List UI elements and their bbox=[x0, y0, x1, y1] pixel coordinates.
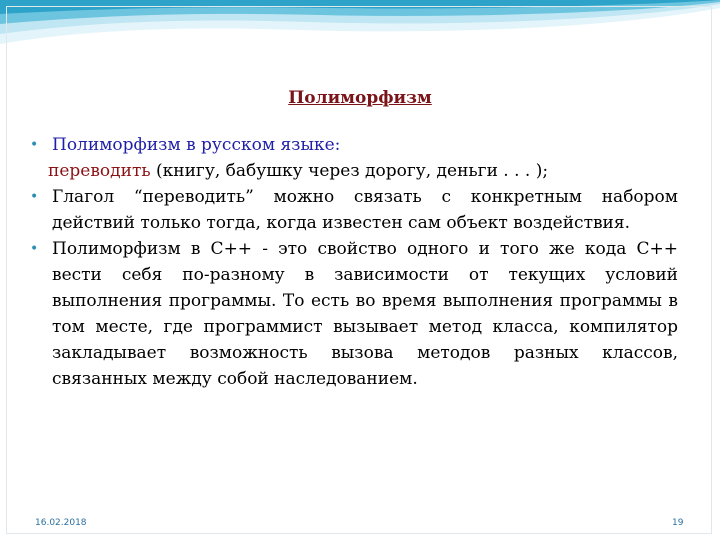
page-number: 19 bbox=[672, 518, 684, 528]
bullet-dot-icon: • bbox=[30, 137, 39, 153]
bullet-1-subline bbox=[30, 158, 678, 184]
bullet-1-text: Полиморфизм в русском языке: bbox=[52, 135, 341, 155]
bullet-dot-icon: • bbox=[30, 241, 39, 257]
bullet-2-text: Глагол “переводить” можно связать с конкретным набором действий только тогда, когда известен сам объект воздействия. bbox=[52, 187, 678, 233]
bullet-item-2 bbox=[30, 184, 678, 236]
slide-title: Полиморфизм bbox=[288, 88, 432, 108]
bullet-dot-icon: • bbox=[30, 189, 39, 205]
bullet-3-text: Полиморфизм в C++ - это свойство одного и того же кода C++ вести себя по-разному в зависимости от текущих условий выполнения программы. То есть во время выполнения программы в том месте, где программист вызывает метод класса, компилятор закладывает возможность вызова методов разных классов, связанных между собой наследованием. bbox=[52, 239, 678, 389]
bullet-item-3 bbox=[30, 236, 678, 392]
bullet-item-1 bbox=[30, 132, 678, 158]
footer-date: 16.02.2018 bbox=[35, 518, 87, 528]
slide-content bbox=[30, 132, 678, 392]
subline-rest: (книгу, бабушку через дорогу, деньги . . . ); bbox=[150, 161, 549, 181]
highlight-word: переводить bbox=[48, 161, 151, 181]
